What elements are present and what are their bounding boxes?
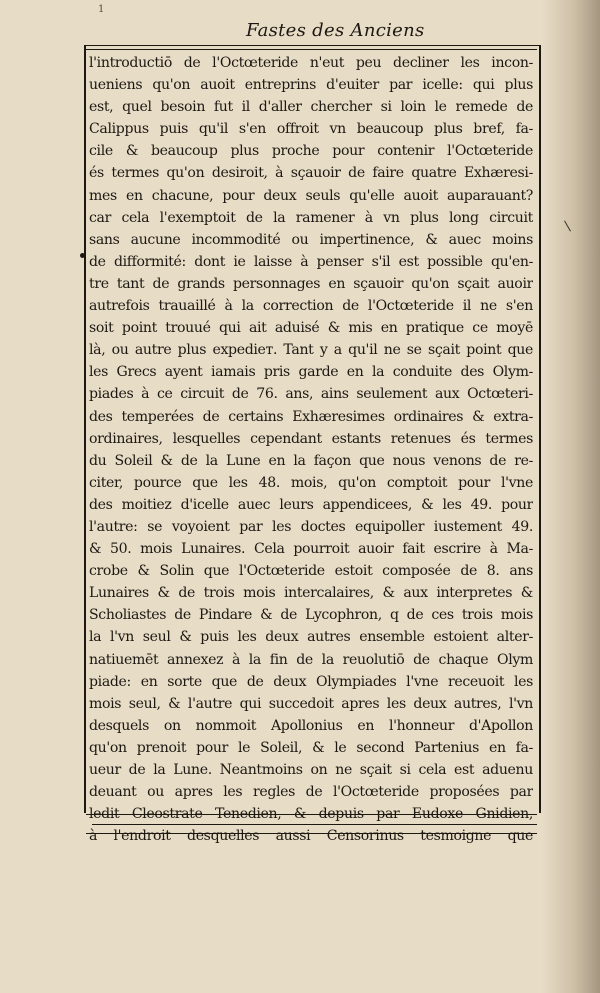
- text-line: deuant ou apres les regles de l'Octœteride proposées par: [89, 784, 533, 801]
- text-line: sans aucune incommodité ou impertinence, & auec moins: [89, 231, 533, 248]
- margin-mark: [80, 253, 85, 258]
- text-line: soit point trouué qui ait aduisé & mis en pratique ce moyē: [89, 320, 533, 337]
- text-line: & 50. mois Lunaires. Cela pourroit auoir fait escrire à Ma-: [89, 541, 533, 558]
- text-line: piade: en sorte que de deux Olympiades l'vne receuoit les: [89, 673, 533, 690]
- text-line: la l'vn seul & puis les deux autres ensemble estoient alter-: [89, 629, 533, 646]
- text-line: est, quel besoin fut il d'aller chercher si loin le remede de: [89, 99, 533, 116]
- text-line: autrefois trauaillé à la correction de l'Octœteride il ne s'en: [89, 298, 533, 315]
- text-line: Scholiastes de Pindare & de Lycophron, q de ces trois mois: [89, 607, 533, 624]
- page-edge-shadow: [542, 0, 600, 993]
- text-line: de difformité: dont ie laisse à penser s'il est possible qu'en-: [89, 253, 533, 270]
- body-text: [89, 52, 533, 847]
- text-line: Lunaires & de trois mois intercalaires, & aux interpretes &: [89, 585, 533, 602]
- text-line: des moitiez d'icelle auec leurs appendicees, & les 49. pour: [89, 496, 533, 513]
- text-line: cile & beaucoup plus proche pour contenir l'Octœteride: [89, 143, 533, 160]
- frame-top-rule: [86, 49, 537, 50]
- text-line: ledit Cleostrate Tenedien, & depuis par Eudoxe Gnidien,: [89, 806, 533, 823]
- page-number: 1: [98, 4, 105, 15]
- frame-bottom-rule-inner: [92, 824, 537, 825]
- text-line: l'introductiō de l'Octœteride n'eut peu decliner les incon-: [89, 55, 533, 71]
- text-line: crobe & Solin que l'Octœteride estoit composée de 8. ans: [89, 563, 533, 580]
- text-line: mes en chacune, pour deux seuls qu'elle auoit auparauant?: [89, 187, 533, 204]
- text-line: citer, pource que les 48. mois, qu'on comptoit pour l'vne: [89, 474, 533, 491]
- text-line: Calippus puis qu'il s'en offroit vn beaucoup plus bref, fa-: [89, 121, 533, 138]
- text-line: natiuemēt annexez à la fin de la reuolutiō de chaque Olym: [89, 651, 533, 668]
- text-line: tre tant de grands personnages en sçauoir qu'on sçait auoir: [89, 275, 533, 292]
- text-line: à l'endroit desquelles aussi Censorinus tesmoigne que: [89, 828, 533, 845]
- text-line: là, ou autre plus expedieт. Tant y a qu'il ne se sçait point que: [89, 342, 533, 359]
- text-line: qu'on prenoit pour le Soleil, & le second Partenius en fa-: [89, 739, 533, 756]
- text-line: piades à ce circuit de 76. ans, ains seulement aux Octœteri-: [89, 386, 533, 403]
- text-line: mois seul, & l'autre qui succedoit apres les deux autres, l'vn: [89, 695, 533, 712]
- text-line: car cela l'exemptoit de la ramener à vn plus long circuit: [89, 209, 533, 226]
- text-line: és termes qu'on desiroit, à sçauoir de faire quatre Exhæresi-: [89, 165, 533, 182]
- text-line: ueur de la Lune. Neantmoins on ne sçait si cela est aduenu: [89, 762, 533, 778]
- text-line: du Soleil & de la Lune en la façon que nous venons de re-: [89, 452, 533, 469]
- running-head: Fastes des Anciens: [246, 20, 425, 41]
- text-line: desquels on nommoit Apollonius en l'honneur d'Apollon: [89, 717, 533, 734]
- text-line: ueniens qu'on auoit entreprins d'euiter par icelle: qui plus: [89, 77, 533, 94]
- frame-bottom-rule: [86, 814, 537, 815]
- text-line: l'autre: se voyoient par les doctes equipoller iustement 49.: [89, 518, 533, 535]
- text-line: des temperées de certains Exhæresimes ordinaires & extra-: [89, 408, 533, 425]
- frame-bottom-rule-outer: [86, 833, 537, 834]
- text-line: les Grecs ayent iamais pris garde en la conduite des Olym-: [89, 364, 533, 381]
- text-line: ordinaires, lesquelles cependant estants retenues és termes: [89, 430, 533, 447]
